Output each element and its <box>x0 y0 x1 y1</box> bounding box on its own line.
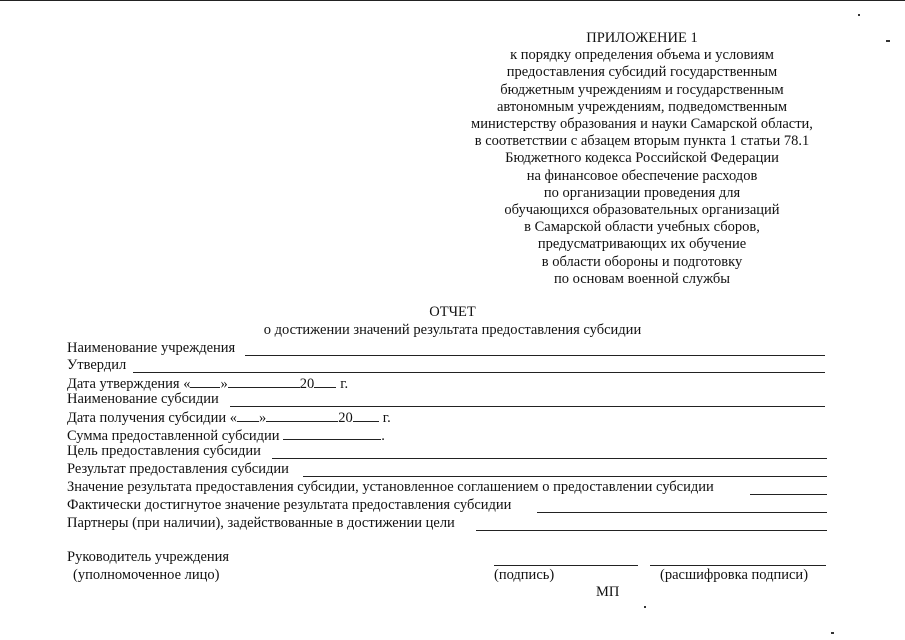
appendix-line: обучающихся образовательных организаций <box>504 202 780 219</box>
signature-decoding-caption: (расшифровка подписи) <box>660 567 809 583</box>
scan-speck <box>858 14 860 16</box>
approval-month-field[interactable] <box>228 374 300 388</box>
scan-speck <box>831 632 834 634</box>
result-value-set-label: Значение результата предоставления субсидии, установленное соглашением о предоставлении субсидии <box>67 479 714 495</box>
authorized-person-label: (уполномоченное лицо) <box>73 567 220 583</box>
approval-year-prefix: 20 <box>299 376 315 392</box>
signature-caption: (подпись) <box>494 567 555 583</box>
partners-field[interactable] <box>476 530 827 531</box>
report-subtitle: о достижении значений результата предоставления субсидии <box>263 322 642 338</box>
scan-speck <box>886 40 890 42</box>
appendix-line: в соответствии с абзацем вторым пункта 1 статьи 78.1 <box>474 133 810 150</box>
appendix-line: автономным учреждениям, подведомственным <box>496 98 788 115</box>
receipt-month-field[interactable] <box>266 408 338 422</box>
result-value-actual-label: Фактически достигнутое значение результата предоставления субсидии <box>67 497 512 513</box>
subsidy-amount-field[interactable] <box>283 426 381 440</box>
receipt-date-quote: » <box>259 410 267 426</box>
appendix-line: по организации проведения для <box>543 184 741 201</box>
appendix-line: Бюджетного кодекса Российской Федерации <box>505 150 779 167</box>
approved-by-label: Утвердил <box>67 357 127 373</box>
receipt-year-suffix: г. <box>382 410 391 426</box>
subsidy-amount-suffix: . <box>381 428 385 444</box>
appendix-line: предоставления субсидий государственным <box>506 64 778 81</box>
approval-year-field[interactable] <box>314 374 336 388</box>
institution-name-field[interactable] <box>245 355 825 356</box>
result-value-set-field[interactable] <box>750 494 827 495</box>
subsidy-amount-label: Сумма предоставленной субсидии <box>67 428 280 444</box>
appendix-line: к порядку определения объема и условиям <box>510 47 774 64</box>
receipt-day-field[interactable] <box>237 408 259 422</box>
subsidy-result-field[interactable] <box>303 476 827 477</box>
result-value-actual-field[interactable] <box>537 512 827 513</box>
approval-date-label: Дата утверждения « <box>67 376 191 392</box>
approval-year-suffix: г. <box>340 376 349 392</box>
report-title: ОТЧЕТ <box>429 304 476 320</box>
subsidy-purpose-label: Цель предоставления субсидии <box>67 443 261 459</box>
partners-label: Партнеры (при наличии), задействованные в достижении цели <box>67 515 455 531</box>
subsidy-result-label: Результат предоставления субсидии <box>67 461 289 477</box>
stamp-place-label: МП <box>596 584 620 600</box>
subsidy-name-field[interactable] <box>230 406 825 407</box>
top-border-line <box>0 0 905 1</box>
receipt-date-label: Дата получения субсидии « <box>67 410 238 426</box>
appendix-line: предусматривающих их обучение <box>537 236 747 253</box>
subsidy-name-label: Наименование субсидии <box>67 391 219 407</box>
receipt-date-row <box>67 408 391 427</box>
appendix-line: в области обороны и подготовку <box>541 253 743 270</box>
approved-by-field[interactable] <box>133 372 825 373</box>
approval-day-field[interactable] <box>190 374 220 388</box>
appendix-line: по основам военной службы <box>553 270 731 287</box>
subsidy-purpose-field[interactable] <box>272 458 827 459</box>
appendix-header <box>452 30 832 288</box>
appendix-title: ПРИЛОЖЕНИЕ 1 <box>586 30 698 46</box>
appendix-line: министерству образования и науки Самарской области, <box>471 116 813 133</box>
institution-name-label: Наименование учреждения <box>67 340 236 356</box>
appendix-line: в Самарской области учебных сборов, <box>524 219 760 236</box>
head-of-institution-label: Руководитель учреждения <box>67 549 230 565</box>
signature-field[interactable] <box>494 565 638 566</box>
receipt-year-prefix: 20 <box>338 410 353 426</box>
approval-date-quote: » <box>220 376 228 392</box>
scan-speck <box>644 606 646 608</box>
signature-decoding-field[interactable] <box>650 565 826 566</box>
receipt-year-field[interactable] <box>353 408 379 422</box>
appendix-line: на финансовое обеспечение расходов <box>526 167 758 184</box>
appendix-line: бюджетным учреждениям и государственным <box>500 81 784 98</box>
